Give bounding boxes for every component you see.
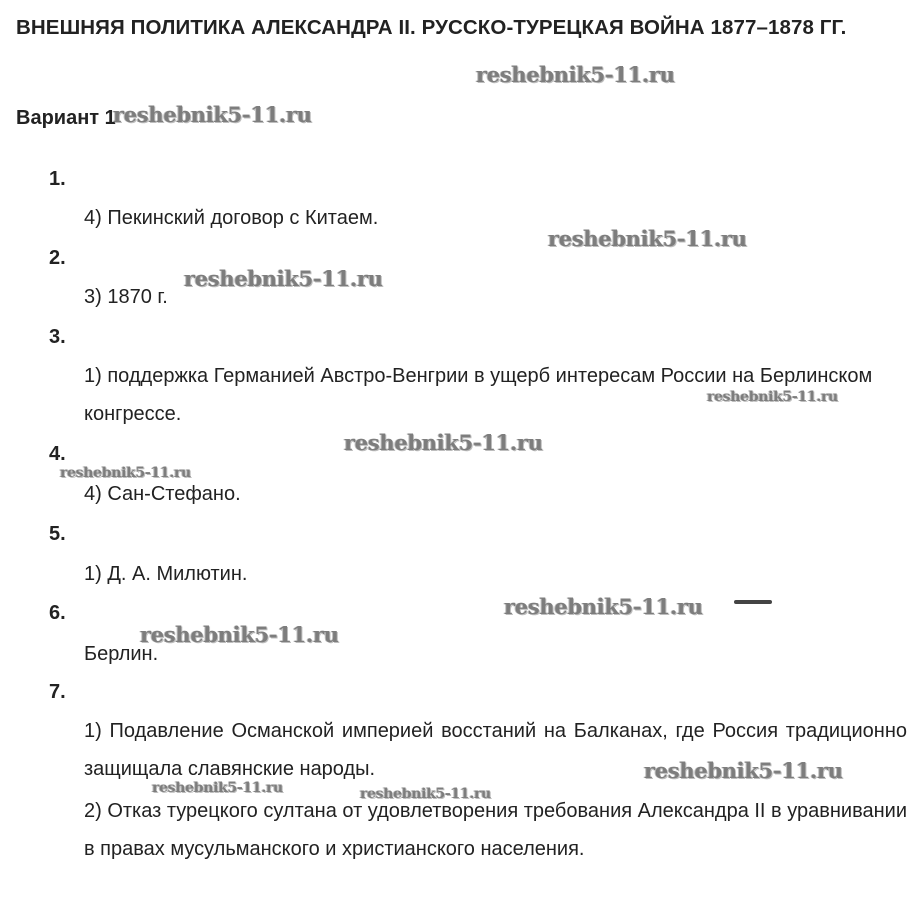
answer-2: 3) 1870 г. bbox=[84, 286, 168, 308]
watermark: reshebnik5-11.ru bbox=[152, 780, 283, 796]
answer-7-2: 2) Отказ турецкого султана от удовлетворения требования Александра II в уравнивании в правах мусульманского и христианского населения. bbox=[84, 800, 907, 860]
watermark: reshebnik5-11.ru bbox=[184, 266, 383, 291]
answer-7-1: 1) Подавление Османской империей восстаний на Балканах, где Россия традиционно защищала славянские народы. bbox=[84, 720, 907, 780]
watermark: reshebnik5-11.ru bbox=[707, 389, 838, 405]
watermark: reshebnik5-11.ru bbox=[476, 62, 675, 87]
variant-heading: Вариант 1 bbox=[16, 107, 116, 129]
watermark: reshebnik5-11.ru bbox=[140, 622, 339, 647]
watermark: reshebnik5-11.ru bbox=[548, 226, 747, 251]
question-number-1: 1. bbox=[49, 168, 66, 190]
answer-1: 4) Пекинский договор с Китаем. bbox=[84, 207, 379, 229]
watermark: reshebnik5-11.ru bbox=[113, 102, 312, 127]
watermark: reshebnik5-11.ru bbox=[360, 786, 491, 802]
question-number-4: 4. bbox=[49, 443, 66, 465]
watermark: reshebnik5-11.ru bbox=[504, 594, 703, 619]
question-number-3: 3. bbox=[49, 326, 66, 348]
watermark: reshebnik5-11.ru bbox=[344, 430, 543, 455]
page-title: ВНЕШНЯЯ ПОЛИТИКА АЛЕКСАНДРА II. РУССКО-ТУРЕЦКАЯ ВОЙНА 1877–1878 ГГ. bbox=[16, 16, 847, 39]
question-number-6: 6. bbox=[49, 602, 66, 624]
decorative-dash bbox=[734, 600, 772, 604]
watermark: reshebnik5-11.ru bbox=[60, 465, 191, 481]
answer-3: 1) поддержка Германией Австро-Венгрии в ущерб интересам России на Берлинском конгрессе. bbox=[84, 365, 873, 425]
watermark: reshebnik5-11.ru bbox=[644, 758, 843, 783]
question-number-2: 2. bbox=[49, 247, 66, 269]
answer-5: 1) Д. А. Милютин. bbox=[84, 563, 248, 585]
question-number-5: 5. bbox=[49, 523, 66, 545]
answer-6: Берлин. bbox=[84, 643, 159, 665]
question-number-7: 7. bbox=[49, 681, 66, 703]
answer-4: 4) Сан-Стефано. bbox=[84, 483, 241, 505]
